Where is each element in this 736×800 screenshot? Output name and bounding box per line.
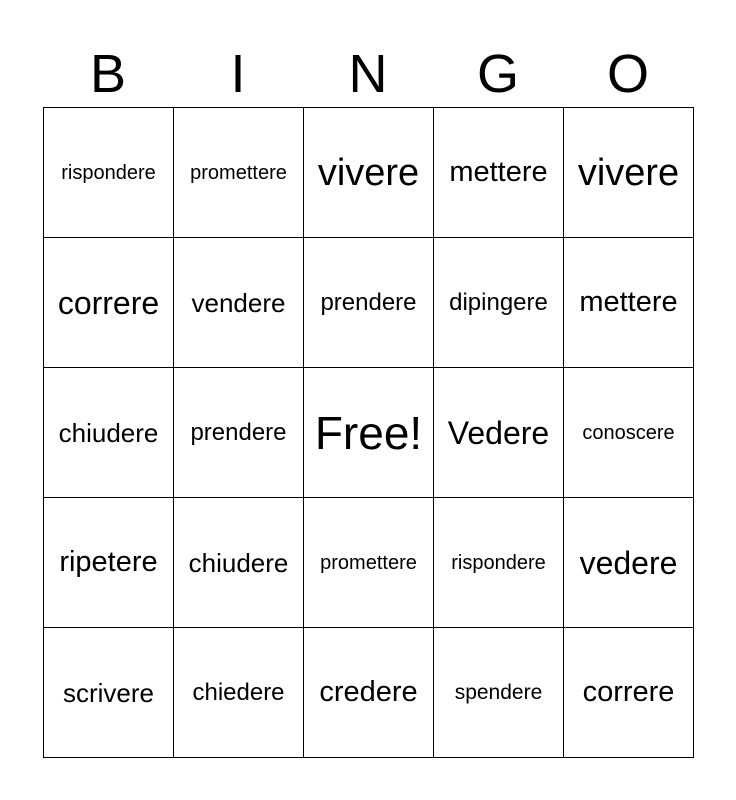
header-letter-g: G [476,44,519,104]
header-letter-b: B [89,44,127,104]
bingo-cell[interactable]: correre [564,628,694,758]
bingo-cell[interactable]: ripetere [44,498,174,628]
bingo-cell[interactable]: conoscere [564,368,694,498]
bingo-cell[interactable]: promettere [304,498,434,628]
header-letter-n: N [348,44,388,104]
bingo-cell[interactable]: chiedere [174,628,304,758]
bingo-cell[interactable]: prendere [304,238,434,368]
free-space-cell[interactable]: Free! [304,368,434,498]
bingo-cell[interactable]: chiudere [174,498,304,628]
bingo-board [43,107,694,758]
bingo-cell[interactable]: rispondere [434,498,564,628]
bingo-cell[interactable]: mettere [564,238,694,368]
bingo-cell[interactable]: correre [44,238,174,368]
header-letter-o: O [606,44,649,104]
bingo-cell[interactable]: vedere [564,498,694,628]
bingo-cell[interactable]: chiudere [44,368,174,498]
bingo-cell[interactable]: rispondere [44,108,174,238]
bingo-cell[interactable]: vivere [564,108,694,238]
bingo-cell[interactable]: promettere [174,108,304,238]
header-letter-i: I [230,44,246,104]
bingo-header [43,40,693,108]
bingo-cell[interactable]: spendere [434,628,564,758]
bingo-cell[interactable]: scrivere [44,628,174,758]
bingo-cell[interactable]: vendere [174,238,304,368]
bingo-cell[interactable]: Vedere [434,368,564,498]
bingo-cell[interactable]: mettere [434,108,564,238]
bingo-cell[interactable]: credere [304,628,434,758]
bingo-cell[interactable]: dipingere [434,238,564,368]
bingo-cell[interactable]: vivere [304,108,434,238]
bingo-cell[interactable]: prendere [174,368,304,498]
